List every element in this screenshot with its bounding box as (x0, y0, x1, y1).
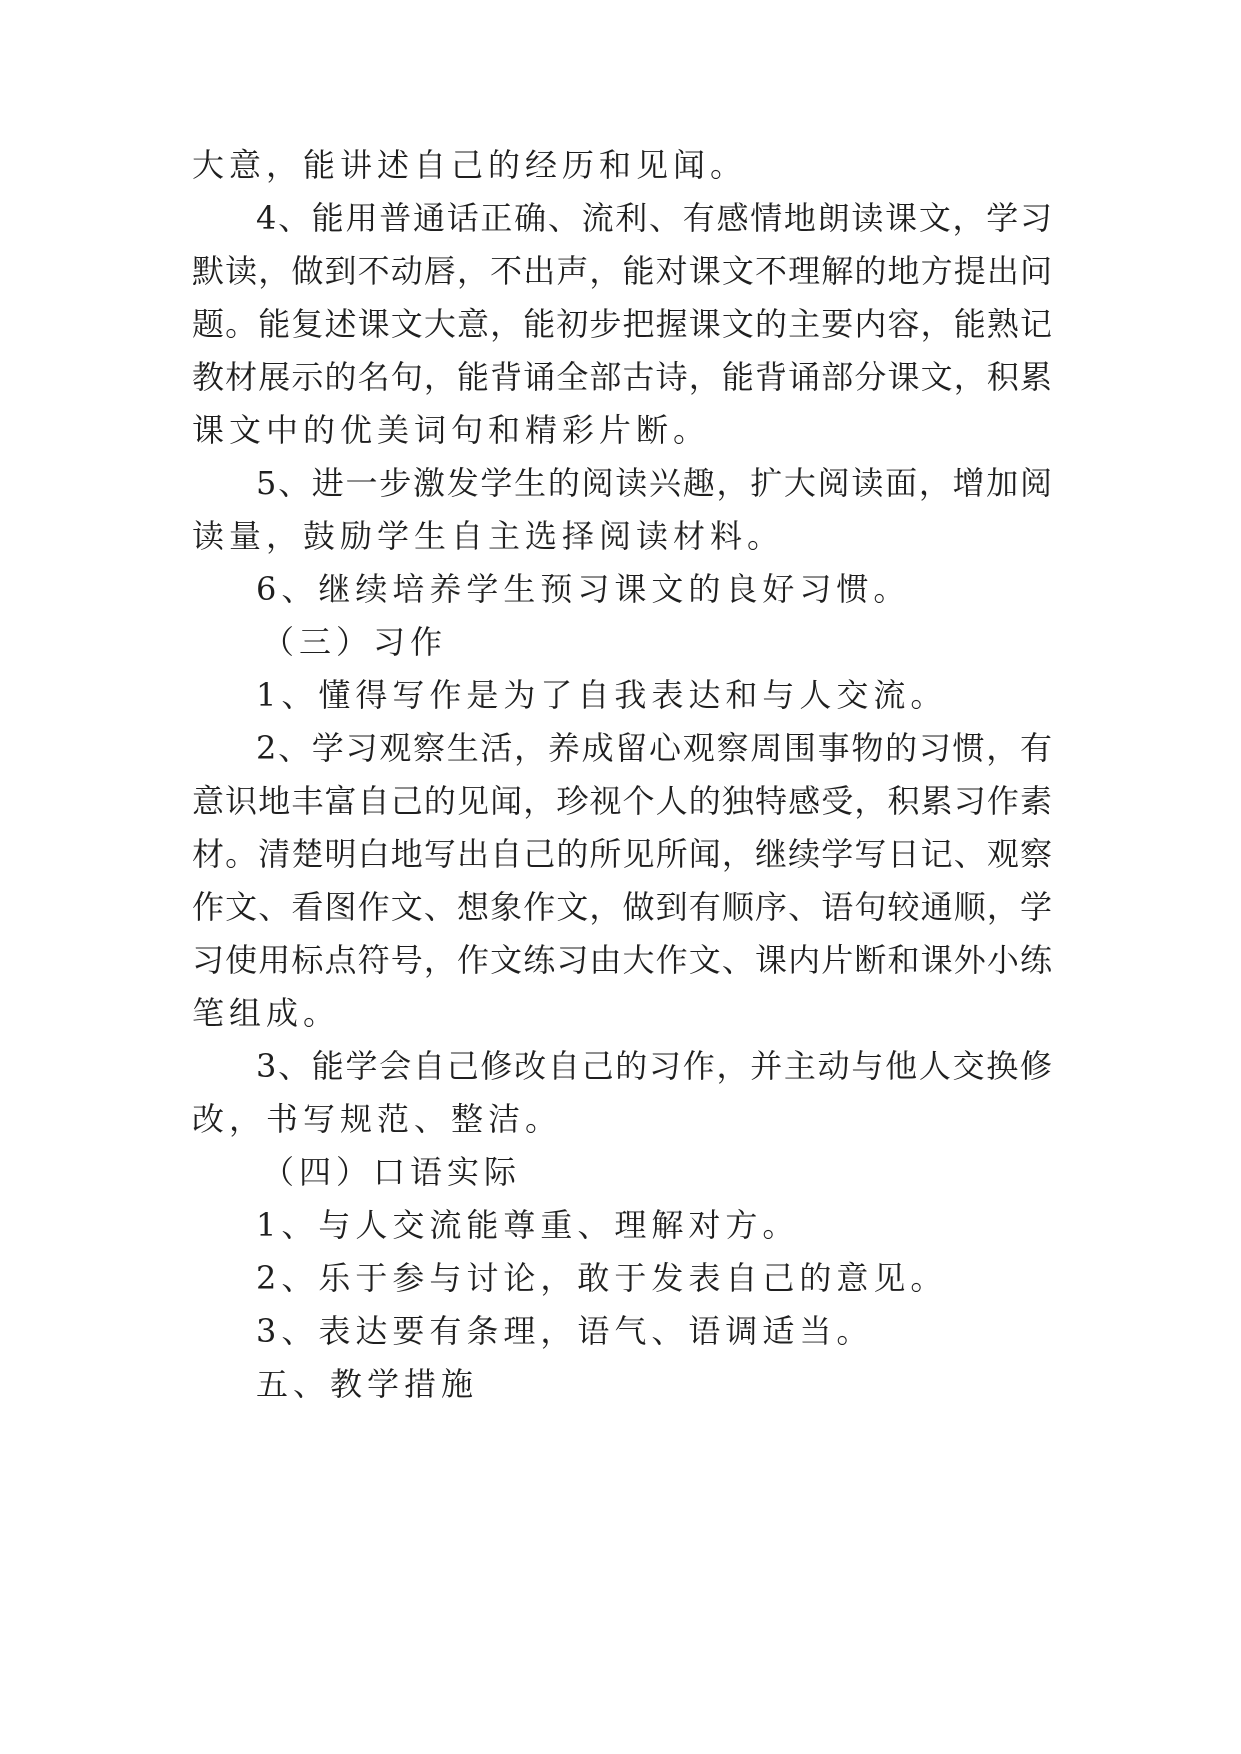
text-line: 默读，做到不动唇，不出声，能对课文不理解的地方提出问 (192, 252, 1052, 290)
text-line: 课文中的优美词句和精彩片断。 (192, 411, 711, 449)
text-line: 2、乐于参与讨论，敢于发表自己的意见。 (256, 1259, 948, 1297)
text-line: 改，书写规范、整洁。 (192, 1100, 563, 1138)
text-line: 4、能用普通话正确、流利、有感情地朗读课文，学习 (256, 199, 1052, 237)
text-line: 大意，能讲述自己的经历和见闻。 (192, 146, 748, 184)
text-line: 题。能复述课文大意，能初步把握课文的主要内容，能熟记 (192, 305, 1052, 343)
text-line: 6、继续培养学生预习课文的良好习惯。 (256, 570, 911, 608)
text-line: 3、能学会自己修改自己的习作，并主动与他人交换修 (256, 1047, 1052, 1085)
text-line: 1、与人交流能尊重、理解对方。 (256, 1206, 800, 1244)
text-line: 1、懂得写作是为了自我表达和与人交流。 (256, 676, 948, 714)
text-line: 作文、看图作文、想象作文，做到有顺序、语句较通顺，学 (192, 888, 1052, 926)
section-heading: （三）习作 (262, 623, 448, 661)
text-line: 材。清楚明白地写出自己的所见所闻，继续学写日记、观察 (192, 835, 1052, 873)
text-line: 教材展示的名句，能背诵全部古诗，能背诵部分课文，积累 (192, 358, 1052, 396)
text-line: 习使用标点符号，作文练习由大作文、课内片断和课外小练 (192, 941, 1052, 979)
section-heading: （四）口语实际 (262, 1153, 522, 1191)
text-line: 5、进一步激发学生的阅读兴趣，扩大阅读面，增加阅 (256, 464, 1052, 502)
text-line: 笔组成。 (192, 994, 341, 1032)
text-line: 3、表达要有条理，语气、语调适当。 (256, 1312, 874, 1350)
text-line: 2、学习观察生活，养成留心观察周围事物的习惯，有 (256, 729, 1052, 767)
text-line: 读量，鼓励学生自主选择阅读材料。 (192, 517, 785, 555)
section-heading: 五、教学措施 (256, 1365, 479, 1403)
text-line: 意识地丰富自己的见闻，珍视个人的独特感受，积累习作素 (192, 782, 1052, 820)
